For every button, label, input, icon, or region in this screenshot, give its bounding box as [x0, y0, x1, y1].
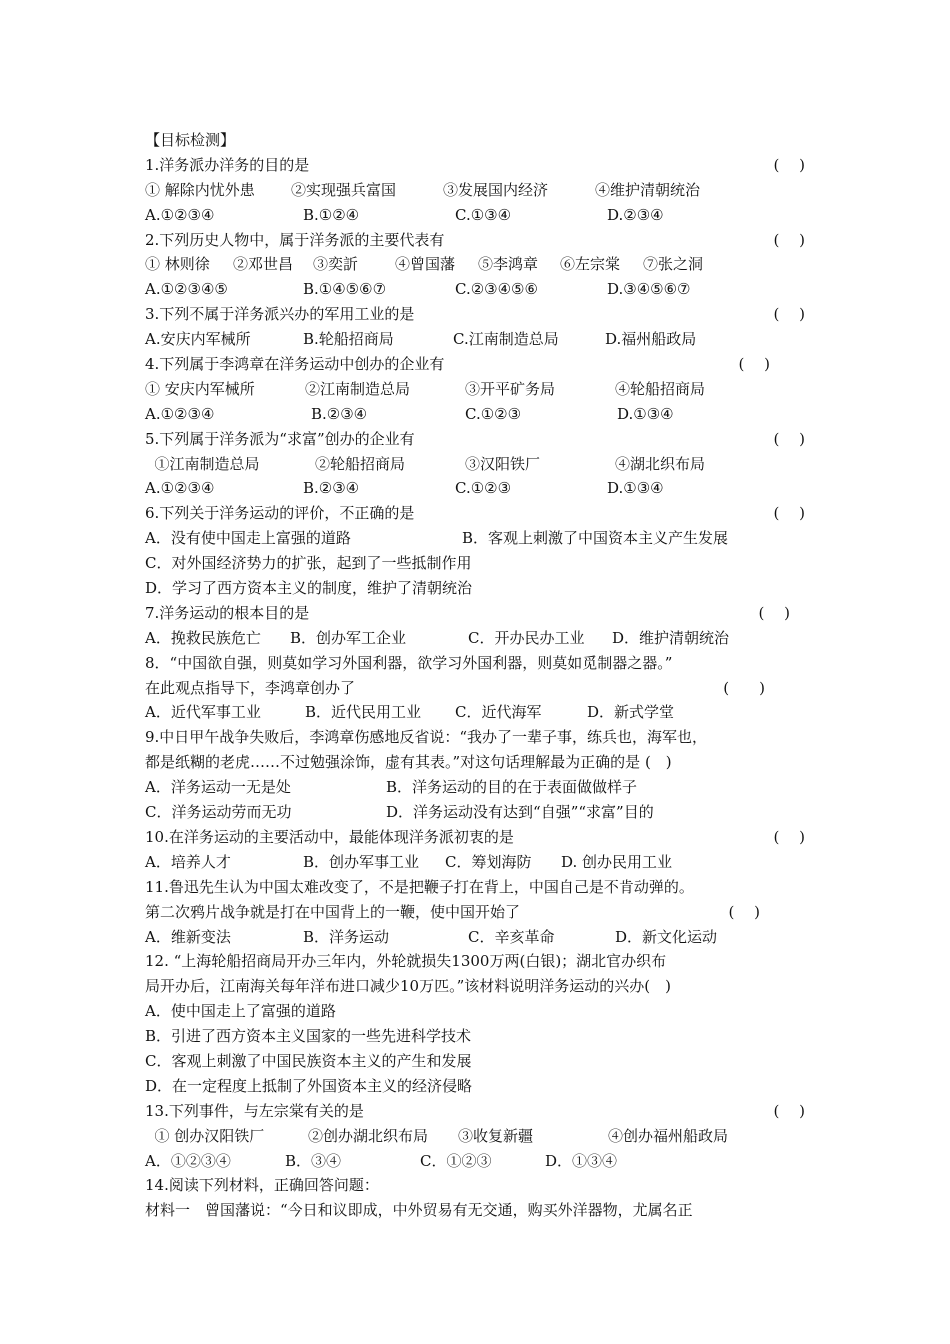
option-item: A．维新变法 — [145, 927, 231, 946]
option-item: ③收复新疆 — [458, 1126, 534, 1145]
option-item: ③发展国内经济 — [443, 180, 549, 199]
option-line — [145, 775, 805, 800]
answer-blank: ( ) — [773, 429, 805, 448]
option-item: ① 解除内忧外患 — [145, 180, 255, 199]
document-body — [145, 128, 805, 1223]
option-item: D．新文化运动 — [615, 927, 718, 946]
option-item: C．筹划海防 — [445, 852, 532, 871]
option-line — [145, 377, 805, 402]
answer-blank: ( ) — [773, 305, 805, 324]
question-line — [145, 900, 805, 925]
option-item: ⑤李鸿章 — [478, 255, 539, 274]
option-line — [145, 327, 805, 352]
option-item: ③汉阳铁厂 — [465, 454, 541, 473]
answer-blank: ( ) — [758, 603, 790, 622]
option-item: ②邓世昌 — [233, 255, 294, 274]
option-item: ④轮船招商局 — [615, 379, 706, 398]
option-item: C.江南制造总局 — [453, 330, 559, 349]
text-line: 9.中日甲午战争失败后，李鸿章伤感地反省说：“我办了一辈子事，练兵也，海军也， — [145, 728, 707, 747]
option-item: A.①②③④⑤ — [145, 280, 228, 299]
option-line — [145, 178, 805, 203]
option-item: ④湖北织布局 — [615, 454, 706, 473]
option-line — [145, 252, 805, 277]
option-item: B.①②④ — [303, 205, 360, 224]
option-item: ②实现强兵富国 — [291, 180, 397, 199]
option-item: ① 创办汉阳铁厂 — [145, 1126, 265, 1145]
question-line — [145, 825, 805, 850]
option-line — [145, 1124, 805, 1149]
option-item: ④维护清朝统治 — [595, 180, 701, 199]
question-text: 2.下列历史人物中，属于洋务派的主要代表有 — [145, 230, 445, 249]
question-line — [145, 228, 805, 253]
option-item: D.③④⑤⑥⑦ — [607, 280, 691, 299]
option-item: B．近代民用工业 — [305, 703, 422, 722]
option-item: B．客观上刺激了中国资本主义产生发展 — [462, 529, 729, 548]
option-item: A.①②③④ — [145, 205, 215, 224]
question-text: 1.洋务派办洋务的目的是 — [145, 155, 310, 174]
text-line: D．学习了西方资本主义的制度，维护了清朝统治 — [145, 579, 473, 598]
option-item: B．洋务运动的目的在于表面做做样子 — [386, 778, 638, 797]
option-item: A．洋务运动一无是处 — [145, 778, 291, 797]
question-text: 5.下列属于洋务派为“求富”创办的企业有 — [145, 429, 415, 448]
option-item: ②轮船招商局 — [315, 454, 406, 473]
option-item: A.安庆内军械所 — [145, 330, 251, 349]
option-item: ④曾国藩 — [395, 255, 456, 274]
question-line — [145, 302, 805, 327]
option-item: C.①③④ — [455, 205, 512, 224]
option-item: A.①②③④ — [145, 479, 215, 498]
text-line: 14.阅读下列材料，正确回答问题： — [145, 1176, 379, 1195]
question-text: 7.洋务运动的根本目的是 — [145, 603, 310, 622]
text-line: C．对外国经济势力的扩张，起到了一些抵制作用 — [145, 554, 472, 573]
question-text: 13.下列事件，与左宗棠有关的是 — [145, 1101, 364, 1120]
question-text: 6.下列关于洋务运动的评价，不正确的是 — [145, 504, 415, 523]
answer-blank: ( ) — [773, 155, 805, 174]
question-line — [145, 676, 805, 701]
option-item: ① 林则徐 — [145, 255, 210, 274]
option-item: A．没有使中国走上富强的道路 — [145, 529, 351, 548]
option-item: C．辛亥革命 — [468, 927, 555, 946]
option-item: B．③④ — [285, 1151, 342, 1170]
text-line: B．引进了西方资本主义国家的一些先进科学技术 — [145, 1027, 472, 1046]
option-item: D．新式学堂 — [587, 703, 675, 722]
option-item: ① 安庆内军械所 — [145, 379, 255, 398]
option-item: D．①③④ — [545, 1151, 618, 1170]
option-item: D．洋务运动没有达到“自强”“求富”目的 — [386, 803, 654, 822]
answer-blank: ( ) — [738, 355, 770, 374]
option-item: ⑦张之洞 — [643, 255, 704, 274]
question-line — [145, 427, 805, 452]
option-item: D.①③④ — [617, 404, 674, 423]
option-line — [145, 526, 805, 551]
question-line — [145, 352, 805, 377]
text-line: 12. “上海轮船招商局开办三年内，外轮就损失1300万两(白银)；湖北官办织布 — [145, 952, 667, 971]
answer-blank: ( ) — [773, 230, 805, 249]
option-item: A．挽救民族危亡 — [145, 628, 261, 647]
option-item: ③奕訢 — [313, 255, 359, 274]
option-item: C．①②③ — [420, 1151, 492, 1170]
option-item: B．洋务运动 — [303, 927, 390, 946]
option-line — [145, 203, 805, 228]
question-list — [145, 153, 805, 1223]
option-line — [145, 1149, 805, 1174]
option-item: D. 创办民用工业 — [561, 852, 673, 871]
option-item: A.①②③④ — [145, 404, 215, 423]
option-item: ③开平矿务局 — [465, 379, 556, 398]
option-line — [145, 626, 805, 651]
option-line — [145, 925, 805, 950]
option-item: B.②③④ — [311, 404, 368, 423]
text-line: D．在一定程度上抵制了外国资本主义的经济侵略 — [145, 1076, 473, 1095]
answer-blank: ( ) — [773, 827, 805, 846]
question-text: 在此观点指导下，李鸿章创办了 — [145, 678, 356, 697]
option-line — [145, 452, 805, 477]
option-line — [145, 476, 805, 501]
option-line — [145, 700, 805, 725]
question-line — [145, 153, 805, 178]
option-item: A．①②③④ — [145, 1151, 231, 1170]
option-item: D.福州船政局 — [605, 330, 697, 349]
text-line: 11.鲁迅先生认为中国太难改变了，不是把鞭子打在背上，中国自己是不肯动弹的。 — [145, 877, 694, 896]
option-item: C.①②③ — [465, 404, 522, 423]
option-item: ②江南制造总局 — [305, 379, 411, 398]
option-item: ④创办福州船政局 — [608, 1126, 729, 1145]
answer-blank: ( ) — [773, 1101, 805, 1120]
option-item: C．开办民办工业 — [468, 628, 585, 647]
option-item: D.①③④ — [607, 479, 664, 498]
option-line — [145, 277, 805, 302]
text-line: 材料一 曾国藩说：“今日和议即成，中外贸易有无交通，购买外洋器物，尤属名正 — [145, 1201, 693, 1220]
answer-blank: ( ) — [723, 678, 765, 697]
option-item: ①江南制造总局 — [145, 454, 260, 473]
option-item: B.②③④ — [303, 479, 360, 498]
option-line — [145, 850, 805, 875]
text-line: 局开办后，江南海关每年洋布进口减少10万匹。”该材料说明洋务运动的兴办( ) — [145, 977, 671, 996]
option-item: B．创办军事工业 — [303, 852, 420, 871]
option-item: A．近代军事工业 — [145, 703, 261, 722]
option-item: C.②③④⑤⑥ — [455, 280, 538, 299]
text-line: 都是纸糊的老虎……不过勉强涂饰，虚有其表。”对这句话理解最为正确的是 ( ) — [145, 753, 672, 772]
answer-blank: ( ) — [773, 504, 805, 523]
option-line — [145, 402, 805, 427]
option-item: C.①②③ — [455, 479, 512, 498]
option-item: C．近代海军 — [455, 703, 542, 722]
option-item: C．洋务运动劳而无功 — [145, 803, 292, 822]
option-item: B.①④⑤⑥⑦ — [303, 280, 387, 299]
option-item: B．创办军工企业 — [290, 628, 407, 647]
option-item: ②创办湖北织布局 — [308, 1126, 429, 1145]
text-line: 8．“中国欲自强，则莫如学习外国利器，欲学习外国利器，则莫如觅制器之器。” — [145, 653, 673, 672]
text-line: A．使中国走上了富强的道路 — [145, 1002, 336, 1021]
option-item: B.轮船招商局 — [303, 330, 394, 349]
section-header: 【目标检测】 — [145, 131, 236, 149]
option-item: D.②③④ — [607, 205, 664, 224]
question-text: 10.在洋务运动的主要活动中，最能体现洋务派初衷的是 — [145, 827, 514, 846]
text-line: C．客观上刺激了中国民族资本主义的产生和发展 — [145, 1051, 472, 1070]
option-line — [145, 800, 805, 825]
question-line — [145, 1099, 805, 1124]
question-line — [145, 601, 805, 626]
option-item: D．维护清朝统治 — [612, 628, 730, 647]
question-text: 3.下列不属于洋务派兴办的军用工业的是 — [145, 305, 415, 324]
question-line — [145, 501, 805, 526]
question-text: 4.下列属于李鸿章在洋务运动中创办的企业有 — [145, 355, 445, 374]
question-text: 第二次鸦片战争就是打在中国背上的一鞭，使中国开始了 — [145, 902, 521, 921]
answer-blank: ( ) — [728, 902, 760, 921]
option-item: A．培养人才 — [145, 852, 231, 871]
option-item: ⑥左宗棠 — [560, 255, 621, 274]
